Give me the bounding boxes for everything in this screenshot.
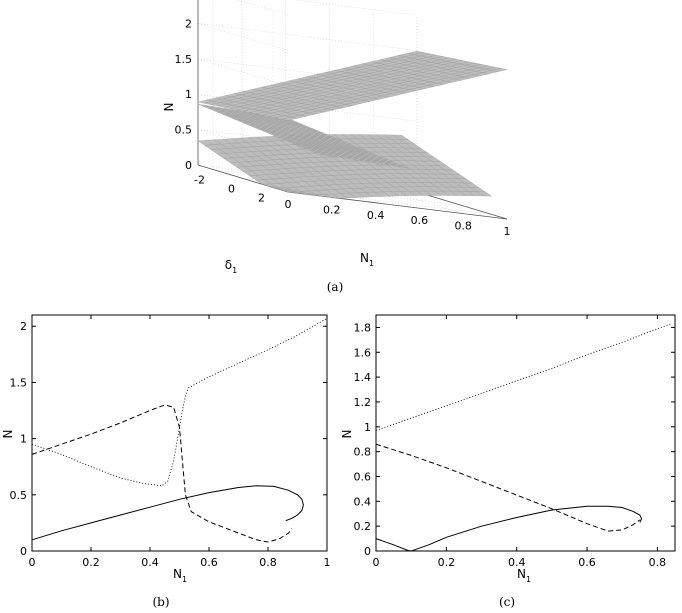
panel-b-ytick-label: 0: [20, 545, 27, 558]
panel-a-ytick-label: -2: [194, 173, 205, 187]
panel-b-line-plot: [1, 315, 331, 609]
panel-c-caption: (c): [498, 595, 516, 609]
panel-c-xlabel-sub: 1: [525, 575, 532, 584]
panel-c-ytick-label: 0.6: [353, 470, 371, 484]
panel-c-ytick-label: 0.4: [353, 495, 371, 509]
panel-c-ticks: [354, 315, 676, 569]
panel-a-xtick-label: 0: [284, 198, 292, 211]
panel-c-dotted-curve: [376, 324, 672, 431]
panel-c-line-plot: [340, 315, 675, 609]
panel-c-xlabel: [517, 567, 531, 584]
panel-b-xtick-label: 0.6: [200, 556, 218, 569]
panel-a-surface: [198, 51, 507, 198]
panel-c-dashed-curve: [376, 444, 640, 531]
panel-a-xlabel-sub: 1: [368, 259, 375, 268]
panel-c-ytick-label: 1.8: [353, 321, 371, 335]
panel-b-xtick-label: 0.8: [259, 556, 277, 569]
panel-a-ztick-label: 0.5: [174, 123, 192, 137]
panel-c-ytick-label: 1.6: [353, 346, 371, 360]
panel-c-lines: [376, 324, 672, 551]
panel-a-back-gridline: [198, 23, 417, 50]
panel-a-caption: (a): [326, 280, 344, 294]
panel-c-ytick-label: 0.8: [353, 445, 371, 459]
panel-a-floor-edge: [417, 192, 507, 219]
panel-a-xtick-label: 0.6: [410, 214, 429, 228]
panel-c-xtick-label: 0.2: [437, 556, 456, 569]
panel-a-zlabel: N: [162, 102, 176, 112]
panel-c-ytick-label: 0.2: [353, 520, 371, 534]
panel-b-ytick-label: 2: [20, 320, 27, 334]
panel-a-xlabel: [360, 251, 374, 268]
panel-a-ztick-label: 1.5: [174, 52, 192, 66]
panel-b-lines: [32, 318, 327, 542]
panel-b-ticks: [10, 315, 331, 569]
panel-a-ztick-label: 0: [185, 159, 192, 172]
panel-b-caption: (b): [152, 595, 170, 609]
panel-b-xlabel-sub: 1: [181, 575, 188, 584]
panel-c-xlabel-main: N: [516, 567, 526, 581]
panel-b-xtick-label: 1: [323, 556, 331, 569]
panel-a-back-gridline: [198, 0, 417, 15]
panel-a-ticks: [175, 0, 511, 238]
panel-b-xtick-label: 0.2: [82, 556, 100, 569]
panel-c-ytick-label: 1.2: [353, 395, 371, 409]
panel-b-xtick-label: 0.4: [141, 556, 159, 569]
panel-a-ztick-label: 2: [185, 17, 192, 31]
panel-b-ylabel: N: [1, 429, 15, 439]
panel-b-solid-curve: [32, 486, 303, 540]
panel-c-xtick-label: 0.4: [507, 556, 526, 569]
panel-a-ylabel-main: δ: [224, 258, 233, 272]
panel-a-surface-plot: [162, 0, 511, 294]
panel-c-xtick-label: 0: [372, 556, 380, 569]
panel-c-xtick-label: 0.6: [578, 556, 596, 569]
panel-a-ytick-label: 2: [258, 191, 265, 205]
panel-a-xtick-label: 1: [503, 225, 511, 238]
panel-b-dotted-curve: [32, 318, 327, 485]
panel-b-dashed-curve: [32, 405, 292, 542]
panel-c-ytick-label: 1: [364, 420, 371, 434]
panel-c-ylabel: N: [340, 429, 354, 439]
panel-b-ytick-label: 1: [20, 432, 27, 446]
panel-a-ztick-label: 1: [185, 88, 192, 102]
panel-a-ylabel: [225, 258, 237, 275]
panel-b-xlabel-main: N: [172, 567, 182, 581]
panel-b-ytick-label: 0.5: [9, 488, 27, 502]
panel-b-xtick-label: 0: [28, 556, 36, 569]
panel-c-ytick-label: 0: [364, 545, 371, 558]
panel-a-upper-sheet: [198, 51, 507, 120]
panel-a-xtick-label: 0.8: [454, 219, 472, 233]
panel-a-xtick-label: 0.4: [366, 208, 385, 222]
panel-a-ytick-label: 0: [228, 182, 235, 196]
panel-b-xlabel: [173, 567, 187, 584]
panel-c-xtick-label: 0.8: [648, 556, 667, 569]
panel-a-xtick-label: 0.2: [323, 203, 341, 217]
panel-c-ytick-label: 1.4: [353, 371, 371, 385]
panel-a-xlabel-main: N: [359, 251, 369, 265]
panel-b-ytick-label: 1.5: [9, 376, 27, 390]
panel-a-ylabel-sub: 1: [232, 266, 238, 275]
